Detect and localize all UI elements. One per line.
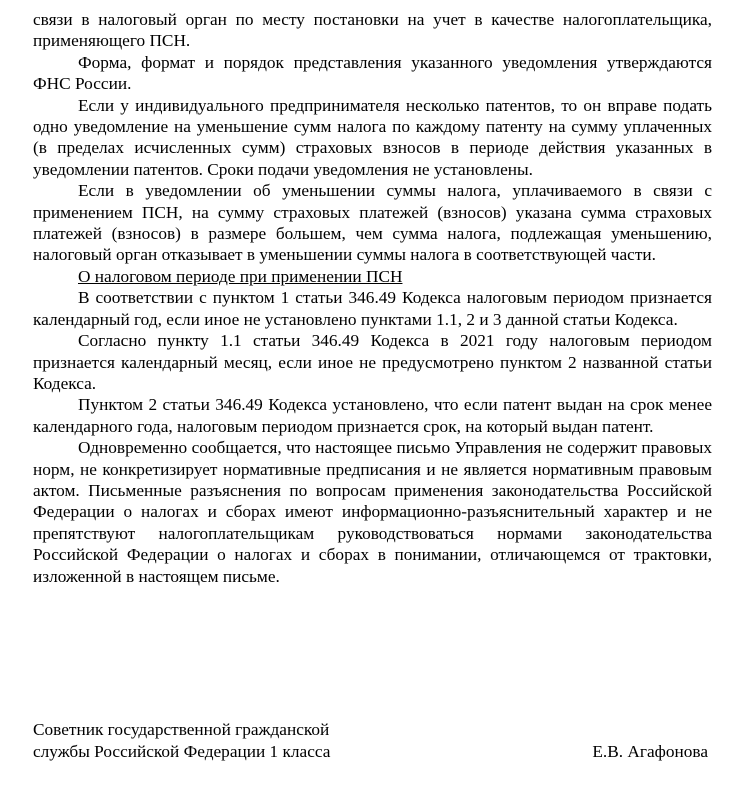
paragraph-tax-period-month: Согласно пункту 1.1 статьи 346.49 Кодекса в 2021 году налоговым периодом признается календарный месяц, если иное не предусмотрено пунктом 2 названной статьи Кодекса. <box>33 331 712 393</box>
section-heading: О налоговом периоде при применении ПСН <box>78 266 403 286</box>
paragraph-continuation: связи в налоговый орган по месту постановки на учет в качестве налогоплательщика, применяющего ПСН. <box>33 10 712 51</box>
paragraph-multiple-patents: Если у индивидуального предпринимателя несколько патентов, то он вправе подать одно уведомление на уменьшение сумм налога по каждому патенту на сумму уплаченных (в пределах исчисленных сумм) страховых взносов в периоде действия указанных в уведомлении патентов. Сроки подачи уведомления не установлены. <box>33 95 712 179</box>
paragraph-notification-form: Форма, формат и порядок представления указанного уведомления утверждаются ФНС России. <box>33 52 712 94</box>
signatory-title-line2: службы Российской Федерации 1 класса <box>33 742 331 761</box>
signature-block <box>33 719 712 763</box>
paragraph-disclaimer: Одновременно сообщается, что настоящее письмо Управления не содержит правовых норм, не конкретизирует нормативные предписания и не является нормативным правовым актом. Письменные разъяснения по вопросам применения законодательства Российской Федерации о налогах и сборах имеют информационно-разъяснительный характер и не препятствуют налогоплательщикам руководствоваться нормами законодательства Российской Федерации о налогах и сборах в понимании, отличающемся от трактовки, изложенной в настоящем письме. <box>33 438 712 586</box>
paragraph-patent-term: Пунктом 2 статьи 346.49 Кодекса установлено, что если патент выдан на срок менее календарного года, налоговым периодом признается срок, на который выдан патент. <box>33 395 712 436</box>
document-body <box>33 9 712 587</box>
paragraph-tax-period-year: В соответствии с пунктом 1 статьи 346.49 Кодекса налоговым периодом признается календарный год, если иное не установлено пунктами 1.1, 2 и 3 данной статьи Кодекса. <box>33 288 712 329</box>
paragraph-excess-contributions: Если в уведомлении об уменьшении суммы налога, уплачиваемого в связи с применением ПСН, на сумму страховых платежей (взносов) указана сумма страховых платежей (взносов) в размере большем, чем сумма налога, подлежащая уменьшению, налоговый орган отказывает в уменьшении суммы налога в соответствующей части. <box>33 181 712 265</box>
signatory-name: Е.В. Агафонова <box>592 742 708 761</box>
signatory-title-line1: Советник государственной гражданской <box>33 720 330 739</box>
